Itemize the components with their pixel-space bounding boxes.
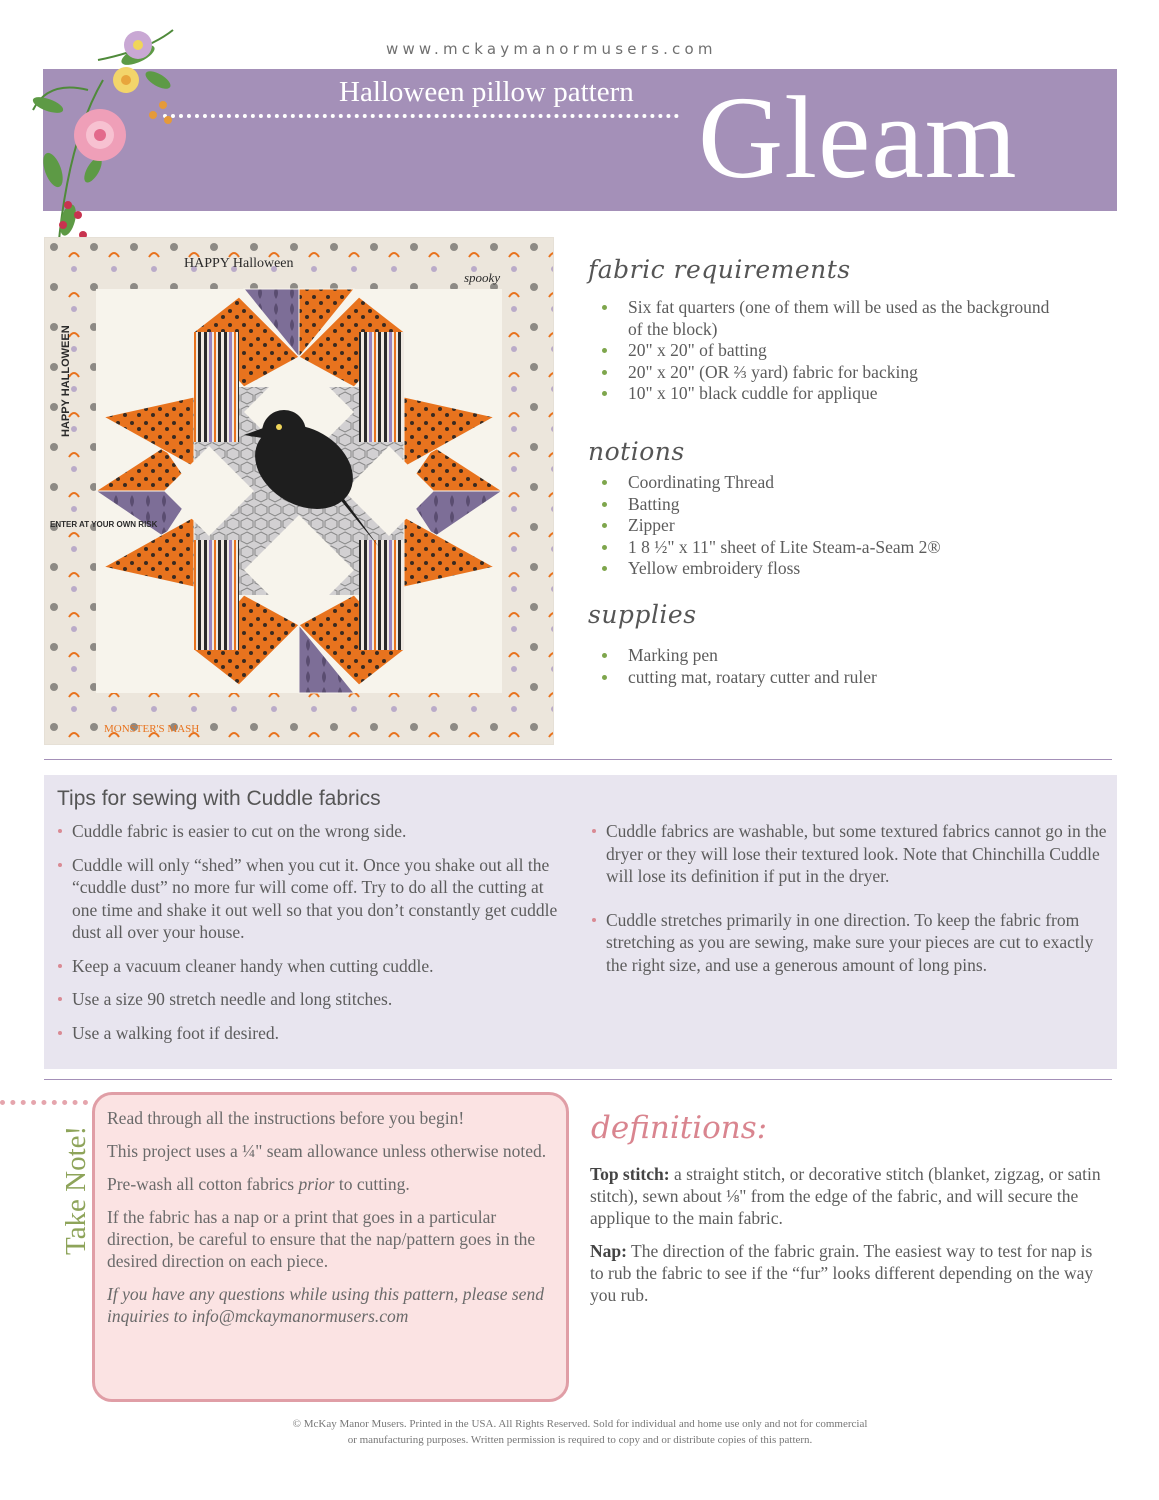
note-text: Read through all the instructions before you begin! bbox=[107, 1108, 465, 1128]
list-item: Batting bbox=[588, 494, 1058, 516]
list-item: 1 8 ½" x 11" sheet of Lite Steam-a-Seam 2® bbox=[588, 537, 1058, 559]
fabric-text: spooky bbox=[464, 270, 501, 285]
fabric-requirements-heading: fabric requirements bbox=[588, 255, 851, 284]
dotted-divider bbox=[163, 114, 679, 118]
tips-list-right bbox=[578, 820, 1110, 987]
definition-term: Nap: bbox=[590, 1241, 627, 1261]
section-divider bbox=[44, 1079, 1112, 1080]
title-banner bbox=[43, 69, 1117, 211]
fabric-text: HAPPY Halloween bbox=[184, 256, 294, 271]
tips-list-left bbox=[44, 820, 569, 1055]
note-text-part: to cutting. bbox=[334, 1174, 410, 1194]
list-item: Zipper bbox=[588, 515, 1058, 537]
note-emphasis: prior bbox=[298, 1174, 335, 1194]
definition-term: Top stitch: bbox=[590, 1164, 670, 1184]
list-item: Cuddle will only “shed” when you cut it. Once you shake out all the “cuddle dust” no more fur will come off. Try to do all the cutting at one time and shake it out well so that you don’t constantly get cuddle dust all over your house. bbox=[44, 854, 569, 944]
contact-note: If you have any questions while using this pattern, please send inquiries to info@mckaymanormusers.com bbox=[107, 1284, 544, 1326]
list-item: Keep a vacuum cleaner handy when cutting cuddle. bbox=[44, 955, 569, 978]
fabric-text: MONSTER'S MASH bbox=[104, 723, 200, 735]
list-item: 20" x 20" of batting bbox=[588, 340, 1058, 362]
footer-line: or manufacturing purposes. Written permission is required to copy and or distribute copies of this pattern. bbox=[347, 1434, 813, 1446]
supplies-list bbox=[588, 645, 1058, 688]
list-item: Cuddle stretches primarily in one direction. To keep the fabric from stretching as you are sewing, make sure your pieces are cut to exactly the right size, and use a generous amount of long pins. bbox=[578, 909, 1110, 977]
list-item: Yellow embroidery floss bbox=[588, 558, 1058, 580]
tips-panel bbox=[44, 775, 1117, 1069]
fabric-text: HAPPY HALLOWEEN bbox=[60, 325, 72, 437]
take-note-dots bbox=[0, 1100, 88, 1105]
list-item: Cuddle fabrics are washable, but some textured fabrics cannot go in the dryer or they will lose their textured look. Note that Chinchilla Cuddle will lose its definition if put in the dryer. bbox=[578, 820, 1110, 888]
fabric-text: ENTER AT YOUR OWN RISK bbox=[50, 520, 158, 529]
list-item: Marking pen bbox=[588, 645, 1058, 667]
definition-text: The direction of the fabric grain. The easiest way to test for nap is to rub the fabric to see if the “fur” looks different depending on the way you rub. bbox=[590, 1241, 1094, 1305]
notions-heading: notions bbox=[588, 437, 685, 466]
section-divider bbox=[44, 759, 1112, 760]
supplies-heading: supplies bbox=[588, 600, 697, 629]
list-item: Coordinating Thread bbox=[588, 472, 1058, 494]
website-url: www.mckaymanormusers.com bbox=[386, 40, 717, 58]
list-item: 20" x 20" (OR ⅔ yard) fabric for backing bbox=[588, 362, 1058, 384]
list-item: Use a size 90 stretch needle and long stitches. bbox=[44, 988, 569, 1011]
note-text: If the fabric has a nap or a print that goes in a particular direction, be careful to ensure that the nap/pattern goes in the desired direction on each piece. bbox=[107, 1207, 536, 1271]
list-item: Cuddle fabric is easier to cut on the wrong side. bbox=[44, 820, 569, 843]
note-text: This project uses a ¼" seam allowance unless otherwise noted. bbox=[107, 1141, 547, 1161]
definition-nap bbox=[590, 1240, 1110, 1306]
definition-text: a straight stitch, or decorative stitch (blanket, zigzag, or satin stitch), sewn about ⅛" from the edge of the fabric, and will secure the applique to the main fabric. bbox=[590, 1164, 1101, 1228]
list-item: Six fat quarters (one of them will be used as the background of the block) bbox=[588, 297, 1058, 340]
fabric-requirements-list bbox=[588, 297, 1058, 405]
list-item: Use a walking foot if desired. bbox=[44, 1022, 569, 1045]
definition-top-stitch bbox=[590, 1163, 1110, 1229]
footer-line: © McKay Manor Musers. Printed in the USA. All Rights Reserved. Sold for individual and home use only and not for commercial bbox=[292, 1418, 868, 1430]
note-text bbox=[107, 1173, 552, 1195]
note-text-part: Pre-wash all cotton fabrics bbox=[107, 1174, 299, 1194]
list-item: cutting mat, roatary cutter and ruler bbox=[588, 667, 1058, 689]
definitions-heading: definitions: bbox=[591, 1110, 768, 1146]
copyright-footer bbox=[180, 1416, 980, 1448]
tips-title: Tips for sewing with Cuddle fabrics bbox=[57, 787, 381, 810]
take-note-box bbox=[92, 1092, 569, 1402]
list-item: 10" x 10" black cuddle for applique bbox=[588, 383, 1058, 405]
pattern-title: Gleam bbox=[698, 72, 1018, 203]
quilt-block-image bbox=[44, 237, 554, 745]
take-note-label: Take Note! bbox=[60, 1125, 92, 1255]
floral-decoration-icon bbox=[28, 20, 178, 265]
notions-list bbox=[588, 472, 1058, 580]
pattern-subtitle: Halloween pillow pattern bbox=[339, 76, 634, 108]
